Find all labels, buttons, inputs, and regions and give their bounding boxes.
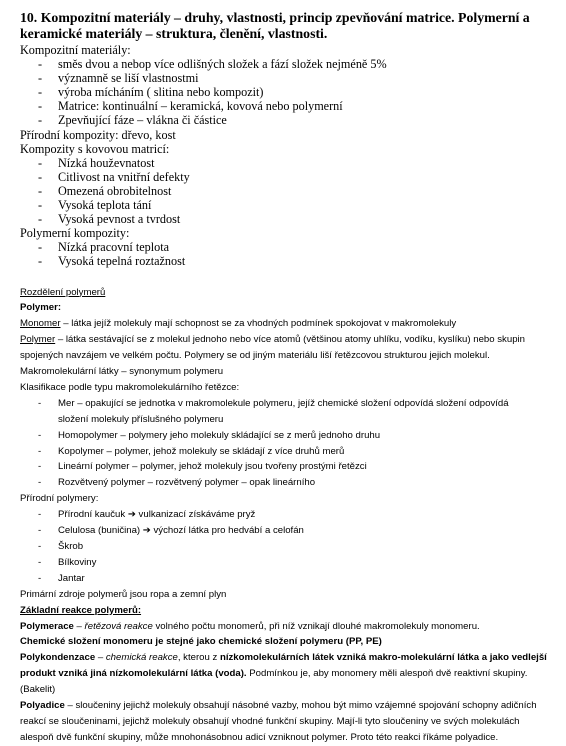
macromolecular-note: Makromolekulární látky – synonymum polymeru	[20, 366, 224, 378]
list-item: - Lineární polymer – polymer, jehož molekuly jsou tvořeny prostými řetězci	[38, 461, 367, 473]
polymerace-paragraph: Polymerace – řetězová reakce volného počtu monomerů, při níž vznikají dlouhé makromolekuly monomeru.	[20, 620, 480, 632]
polymers-section	[20, 285, 552, 746]
polymer-composites-heading: Polymerní kompozity:	[20, 226, 130, 241]
list-item: - Vysoká teplota tání	[38, 198, 152, 213]
list-item: - Citlivost na vnitřní defekty	[38, 169, 190, 184]
list-item: - Bílkoviny	[38, 556, 97, 568]
list-item: - Celulosa (buničina) ➔ výchozí látka pro hedvábí a celofán	[38, 525, 304, 537]
list-item: - Vysoká tepelná roztažnost	[38, 254, 186, 269]
document-page	[20, 10, 552, 746]
list-item: - výroba mícháním ( slitina nebo kompozit)	[38, 85, 264, 100]
polymer-sources: Primární zdroje polymerů jsou ropa a zemní plyn	[20, 588, 227, 600]
section-title: Rozdělení polymerů	[20, 286, 106, 298]
classification-heading: Klasifikace podle typu makromolekulárního řetězce:	[20, 381, 240, 393]
list-item: - Omezená obrobitelnost	[38, 183, 172, 198]
polykondenzace-paragraph: Polykondenzace – chemická reakce, kterou z nízkomolekulárních látek vzniká makro-molekulární látka a jako vedlejší produkt vzniká jiná nízkomolekulární látka (voda). Podmínkou je, aby monomery měli alespoň dvě reaktivní skupiny. (Bakelit)	[20, 652, 547, 696]
metal-matrix-heading: Kompozity s kovovou matricí:	[20, 141, 170, 156]
list-item: - Nízká houževnatost	[38, 155, 155, 170]
composites-heading: Kompozitní materiály:	[20, 43, 131, 57]
composites-section	[20, 43, 552, 269]
list-item: - Škrob	[38, 541, 84, 552]
polymer-definition: Polymer – látka sestávající se z molekul jednoho nebo více atomů (většinou atomy uhlíku, vodíku, kyslíku) nebo skupin spojených navzájem ve velkém počtu. Polymery se od jiným materiálu liší řetězcovou strukturou jejich molekul.	[20, 334, 525, 362]
list-item: - Mer – opakující se jednotka v makromolekule polymeru, jejíž chemické složení odpovídá složení odpovídá složení molekuly příslušného polymeru	[38, 397, 509, 425]
list-item: - Nízká pracovní teplota	[38, 240, 169, 255]
list-item: - Vysoká pevnost a tvrdost	[38, 212, 181, 227]
composition-note: Chemické složení monomeru je stejné jako chemické složení polymeru (PP, PE)	[20, 636, 382, 648]
monomer-definition: Monomer – látka jejíž molekuly mají schopnost se za vhodných podmínek spokojovat v makromolekuly	[20, 318, 457, 330]
page-title: 10. Kompozitní materiály – druhy, vlastnosti, princip zpevňování matrice. Polymerní a keramické materiály – struktura, členění, vlastnosti.	[20, 10, 530, 41]
section-subtitle: Polymer:	[20, 302, 62, 314]
natural-composites: Přírodní kompozity: dřevo, kost	[20, 127, 176, 142]
list-item: - Kopolymer – polymer, jehož molekuly se skládají z více druhů merů	[38, 445, 345, 457]
list-item: - Rozvětvený polymer – rozvětvený polymer – opak lineárního	[38, 477, 316, 489]
list-item: - Zpevňující fáze – vlákna či částice	[38, 113, 227, 128]
list-item: - směs dvou a nebop více odlišných složek a fází složek nejméně 5%	[38, 57, 387, 72]
list-item: - Jantar	[38, 572, 85, 584]
reactions-title: Základní reakce polymerů:	[20, 604, 142, 616]
list-item: - významně se liší vlastnostmi	[38, 71, 199, 86]
list-item: - Matrice: kontinuální – keramická, kovová nebo polymerní	[38, 99, 343, 114]
list-item: - Přírodní kaučuk ➔ vulkanizací získáváme pryž	[38, 509, 256, 521]
list-item: - Homopolymer – polymery jeho molekuly skládající se z merů jednoho druhu	[38, 429, 381, 441]
natural-polymers-heading: Přírodní polymery:	[20, 493, 99, 505]
polyadice-paragraph: Polyadice – sloučeniny jejichž molekuly obsahují násobné vazby, mohou být mimo vzájemné spojování schopny adičních reakcí se sloučeninami, jejichž molekuly obsahují vhodné funkční skupiny. Mají-li tyto sloučeniny ve svých molekulách alespoň dvě funkční skupiny, může mnohonásobnou adicí vzniknout polymer. Proto této reakci říkáme polyadice.	[20, 700, 537, 743]
